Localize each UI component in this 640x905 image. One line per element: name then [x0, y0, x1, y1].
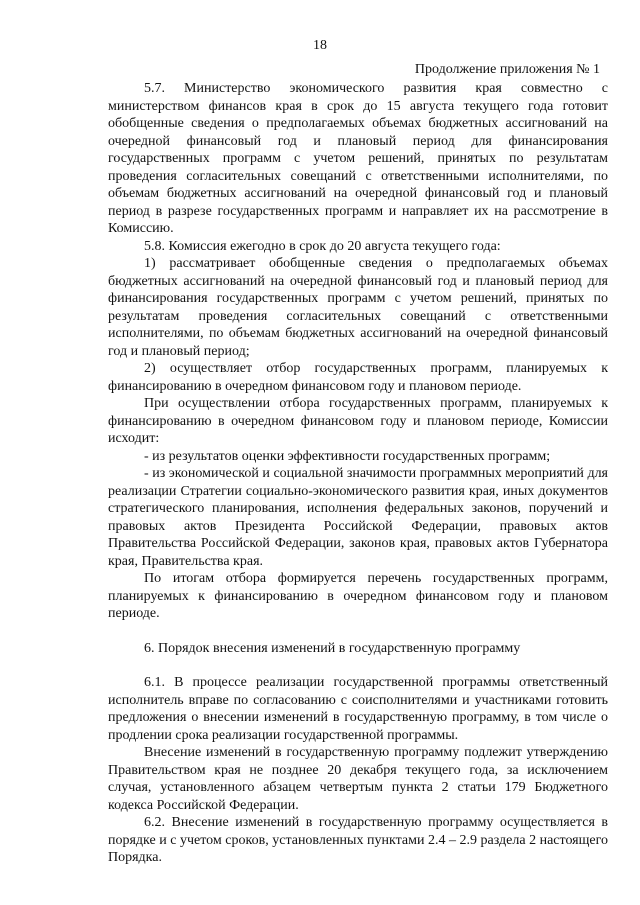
paragraph-selection-criterion-2: - из экономической и социальной значимости программных мероприятий для реализации Стратегии социально-экономического развития края, иных документов стратегического планирования, исполнения федеральных законов, поручений и правовых актов Президента Российской Федерации, правовых актов Правительства Российской Федерации, законов края, правовых актов Губернатора края, Правительства края. [108, 466, 608, 569]
paragraph-5-7: 5.7. Министерство экономического развития края совместно с министерством финансов края в срок до 15 августа текущего года готовит обобщенные сведения о предполагаемых объемах бюджетных ассигнований на очередной финансовый год и плановый период для финансирования государственных программ с учетом решений, принятых по результатам проведения согласительных совещаний с ответственными исполнителями, по объемам бюджетных ассигнований на очередной финансовый год и плановый период в разрезе государственных программ и направляет их на рассмотрение в Комиссию. [108, 81, 608, 236]
paragraph-6-2: 6.2. Внесение изменений в государственную программу осуществляется в порядке и с учетом сроков, установленных пунктами 2.4 – 2.9 раздела 2 настоящего Порядка. [108, 815, 608, 865]
paragraph-6-1: 6.1. В процессе реализации государственной программы ответственный исполнитель вправе по согласованию с соисполнителями и участниками готовить предложения о внесении изменений в государственную программу, в том числе о продлении срока реализации государственной программы. [108, 675, 608, 743]
paragraph-selection-criterion-1: - из результатов оценки эффективности государственных программ; [144, 448, 551, 464]
document-body [108, 80, 608, 867]
paragraph-5-8-item-1: 1) рассматривает обобщенные сведения о предполагаемых объемах бюджетных ассигнований на очередной финансовый год и плановый период для финансирования государственных программ с учетом решений, принятых по результатам проведения согласительных совещаний с ответственными исполнителями, по объемам бюджетных ассигнований на очередной финансовый год и плановый период; [108, 256, 608, 359]
paragraph-6-1-approval: Внесение изменений в государственную программу подлежит утверждению Правительством края не позднее 20 декабря текущего года, за исключением случая, установленного абзацем четвертым пункта 2 статьи 179 Бюджетного кодекса Российской Федерации. [108, 745, 608, 813]
paragraph-5-8-item-2: 2) осуществляет отбор государственных программ, планируемых к финансированию в очередном финансовом году и плановом периоде. [108, 361, 608, 394]
paragraph-selection-intro: При осуществлении отбора государственных программ, планируемых к финансированию в очередном финансовом году и плановом периоде, Комиссии исходит: [108, 396, 608, 446]
appendix-label: Продолжение приложения № 1 [414, 62, 600, 77]
page-number: 18 [313, 38, 327, 53]
section-6-heading: 6. Порядок внесения изменений в государственную программу [144, 640, 521, 656]
paragraph-5-8: 5.8. Комиссия ежегодно в срок до 20 августа текущего года: [144, 238, 501, 254]
paragraph-selection-result: По итогам отбора формируется перечень государственных программ, планируемых к финансированию в очередном финансовом году и плановом периоде. [108, 571, 608, 621]
